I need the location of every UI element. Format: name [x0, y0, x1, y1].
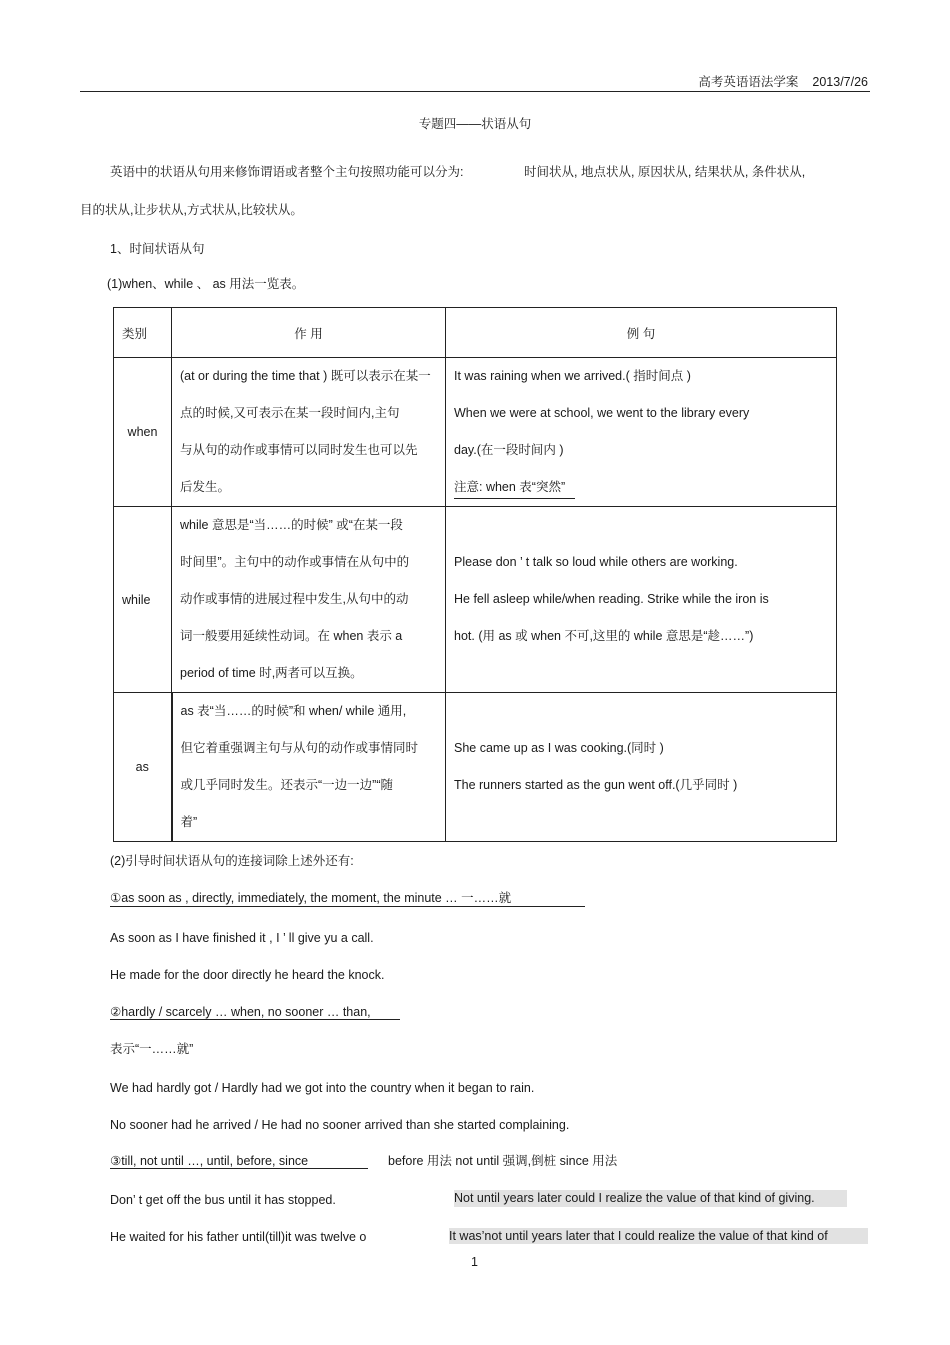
example-line: Please don ’ t talk so loud while others are working. [454, 555, 738, 569]
table-header-row [114, 308, 837, 358]
example-6: He waited for his father until(till)it was twelve o [110, 1230, 367, 1244]
usage-line: 但它着重强调主句与从句的动作或事情同时 [180, 741, 419, 755]
usage-line: 或几乎同时发生。还表示“一边一边”“随 [180, 778, 393, 792]
example-3: We had hardly got / Hardly had we got into the country when it began to rain. [110, 1081, 535, 1095]
row-usage [172, 693, 446, 842]
example-4: No sooner had he arrived / He had no sooner arrived than she started complaining. [110, 1118, 570, 1132]
example-1: As soon as I have finished it , I ’ ll give yu a call. [110, 931, 374, 945]
usage-line: 时间里”。主句中的动作或事情在从句中的 [180, 555, 410, 569]
row-examples [446, 507, 837, 693]
row-examples [446, 358, 837, 507]
example-line: The runners started as the gun went off.(几乎同时 ) [454, 778, 738, 792]
usage-line: 与从句的动作或事情可以同时发生也可以先 [180, 443, 418, 457]
intro-line1b: 时间状从, 地点状从, 原因状从, 结果状从, 条件状从, [524, 165, 806, 179]
header-date: 2013/7/26 [812, 75, 868, 89]
highlighted-example-5: Not until years later could I realize the value of that kind of giving. [454, 1190, 847, 1207]
row-usage [172, 358, 446, 507]
usage-line: 词一般要用延续性动词。在 when 表示 a [180, 629, 403, 643]
intro-line2: 目的状从,让步状从,方式状从,比较状从。 [80, 203, 303, 217]
example-line: hot. (用 as 或 when 不可,这里的 while 意思是“趁……”) [454, 629, 754, 643]
row-type: when [114, 358, 172, 507]
header-example: 例 句 [446, 308, 837, 358]
row-type: while [114, 507, 172, 693]
row-usage [172, 507, 446, 693]
example-line: When we were at school, we went to the library every [454, 406, 750, 420]
note-line: 注意: when 表“突然” [454, 476, 575, 499]
example-line: He fell asleep while/when reading. Strike while the iron is [454, 592, 769, 606]
usage-line: period of time 时,两者可以互换。 [180, 666, 363, 680]
item-1: ①as soon as , directly, immediately, the moment, the minute … 一……就 [110, 891, 512, 905]
table-row [114, 693, 837, 842]
intro-line1a: 英语中的状语从句用来修饰谓语或者整个主句按照功能可以分为: [110, 165, 464, 179]
doc-title: 专题四——状语从句 [418, 117, 532, 131]
usage-line: 点的时候,又可表示在某一段时间内,主句 [180, 406, 400, 420]
underline [110, 1168, 368, 1169]
usage-line: as 表“当……的时候”和 when/ while 通用, [180, 704, 407, 718]
row-type: as [114, 693, 172, 842]
underline [110, 1019, 400, 1020]
example-line: It was raining when we arrived.( 指时间点 ) [454, 369, 691, 383]
usage-line: 着” [180, 815, 198, 829]
header-usage: 作 用 [172, 308, 446, 358]
subsection-2: (2)引导时间状语从句的连接词除上述外还有: [110, 854, 354, 868]
item-2: ②hardly / scarcely … when, no sooner … than, [110, 1005, 371, 1019]
highlighted-example-6: It was’not until years later that I could realize the value of that kind of [449, 1228, 868, 1244]
header-title: 高考英语语法学案 [698, 75, 799, 89]
example-5: Don’ t get off the bus until it has stopped. [110, 1193, 336, 1207]
item-3-notes: before 用法 not until 强调,倒桩 since 用法 [388, 1154, 618, 1168]
section-heading: 1、时间状语从句 [110, 242, 205, 256]
underline [110, 906, 585, 907]
page-header [698, 72, 868, 90]
example-line: day.(在一段时间内 ) [454, 443, 564, 457]
subsection-1: (1)when、while 、 as 用法一览表。 [107, 277, 305, 291]
header-type: 类别 [114, 308, 172, 358]
usage-line: while 意思是“当……的时候” 或“在某一段 [180, 518, 403, 532]
page-number: 1 [471, 1255, 478, 1269]
header-rule [80, 91, 870, 92]
usage-line: 动作或事情的进展过程中发生,从句中的动 [180, 592, 409, 606]
item-2-meaning: 表示“一……就” [110, 1042, 194, 1056]
usage-table [113, 307, 837, 842]
example-line: She came up as I was cooking.(同时 ) [454, 741, 664, 755]
usage-line: (at or during the time that ) 既可以表示在某一 [180, 369, 431, 383]
example-2: He made for the door directly he heard the knock. [110, 968, 385, 982]
table-row [114, 358, 837, 507]
item-3: ③till, not until …, until, before, since [110, 1154, 309, 1168]
usage-line: 后发生。 [180, 480, 231, 494]
row-examples [446, 693, 837, 842]
table-row [114, 507, 837, 693]
